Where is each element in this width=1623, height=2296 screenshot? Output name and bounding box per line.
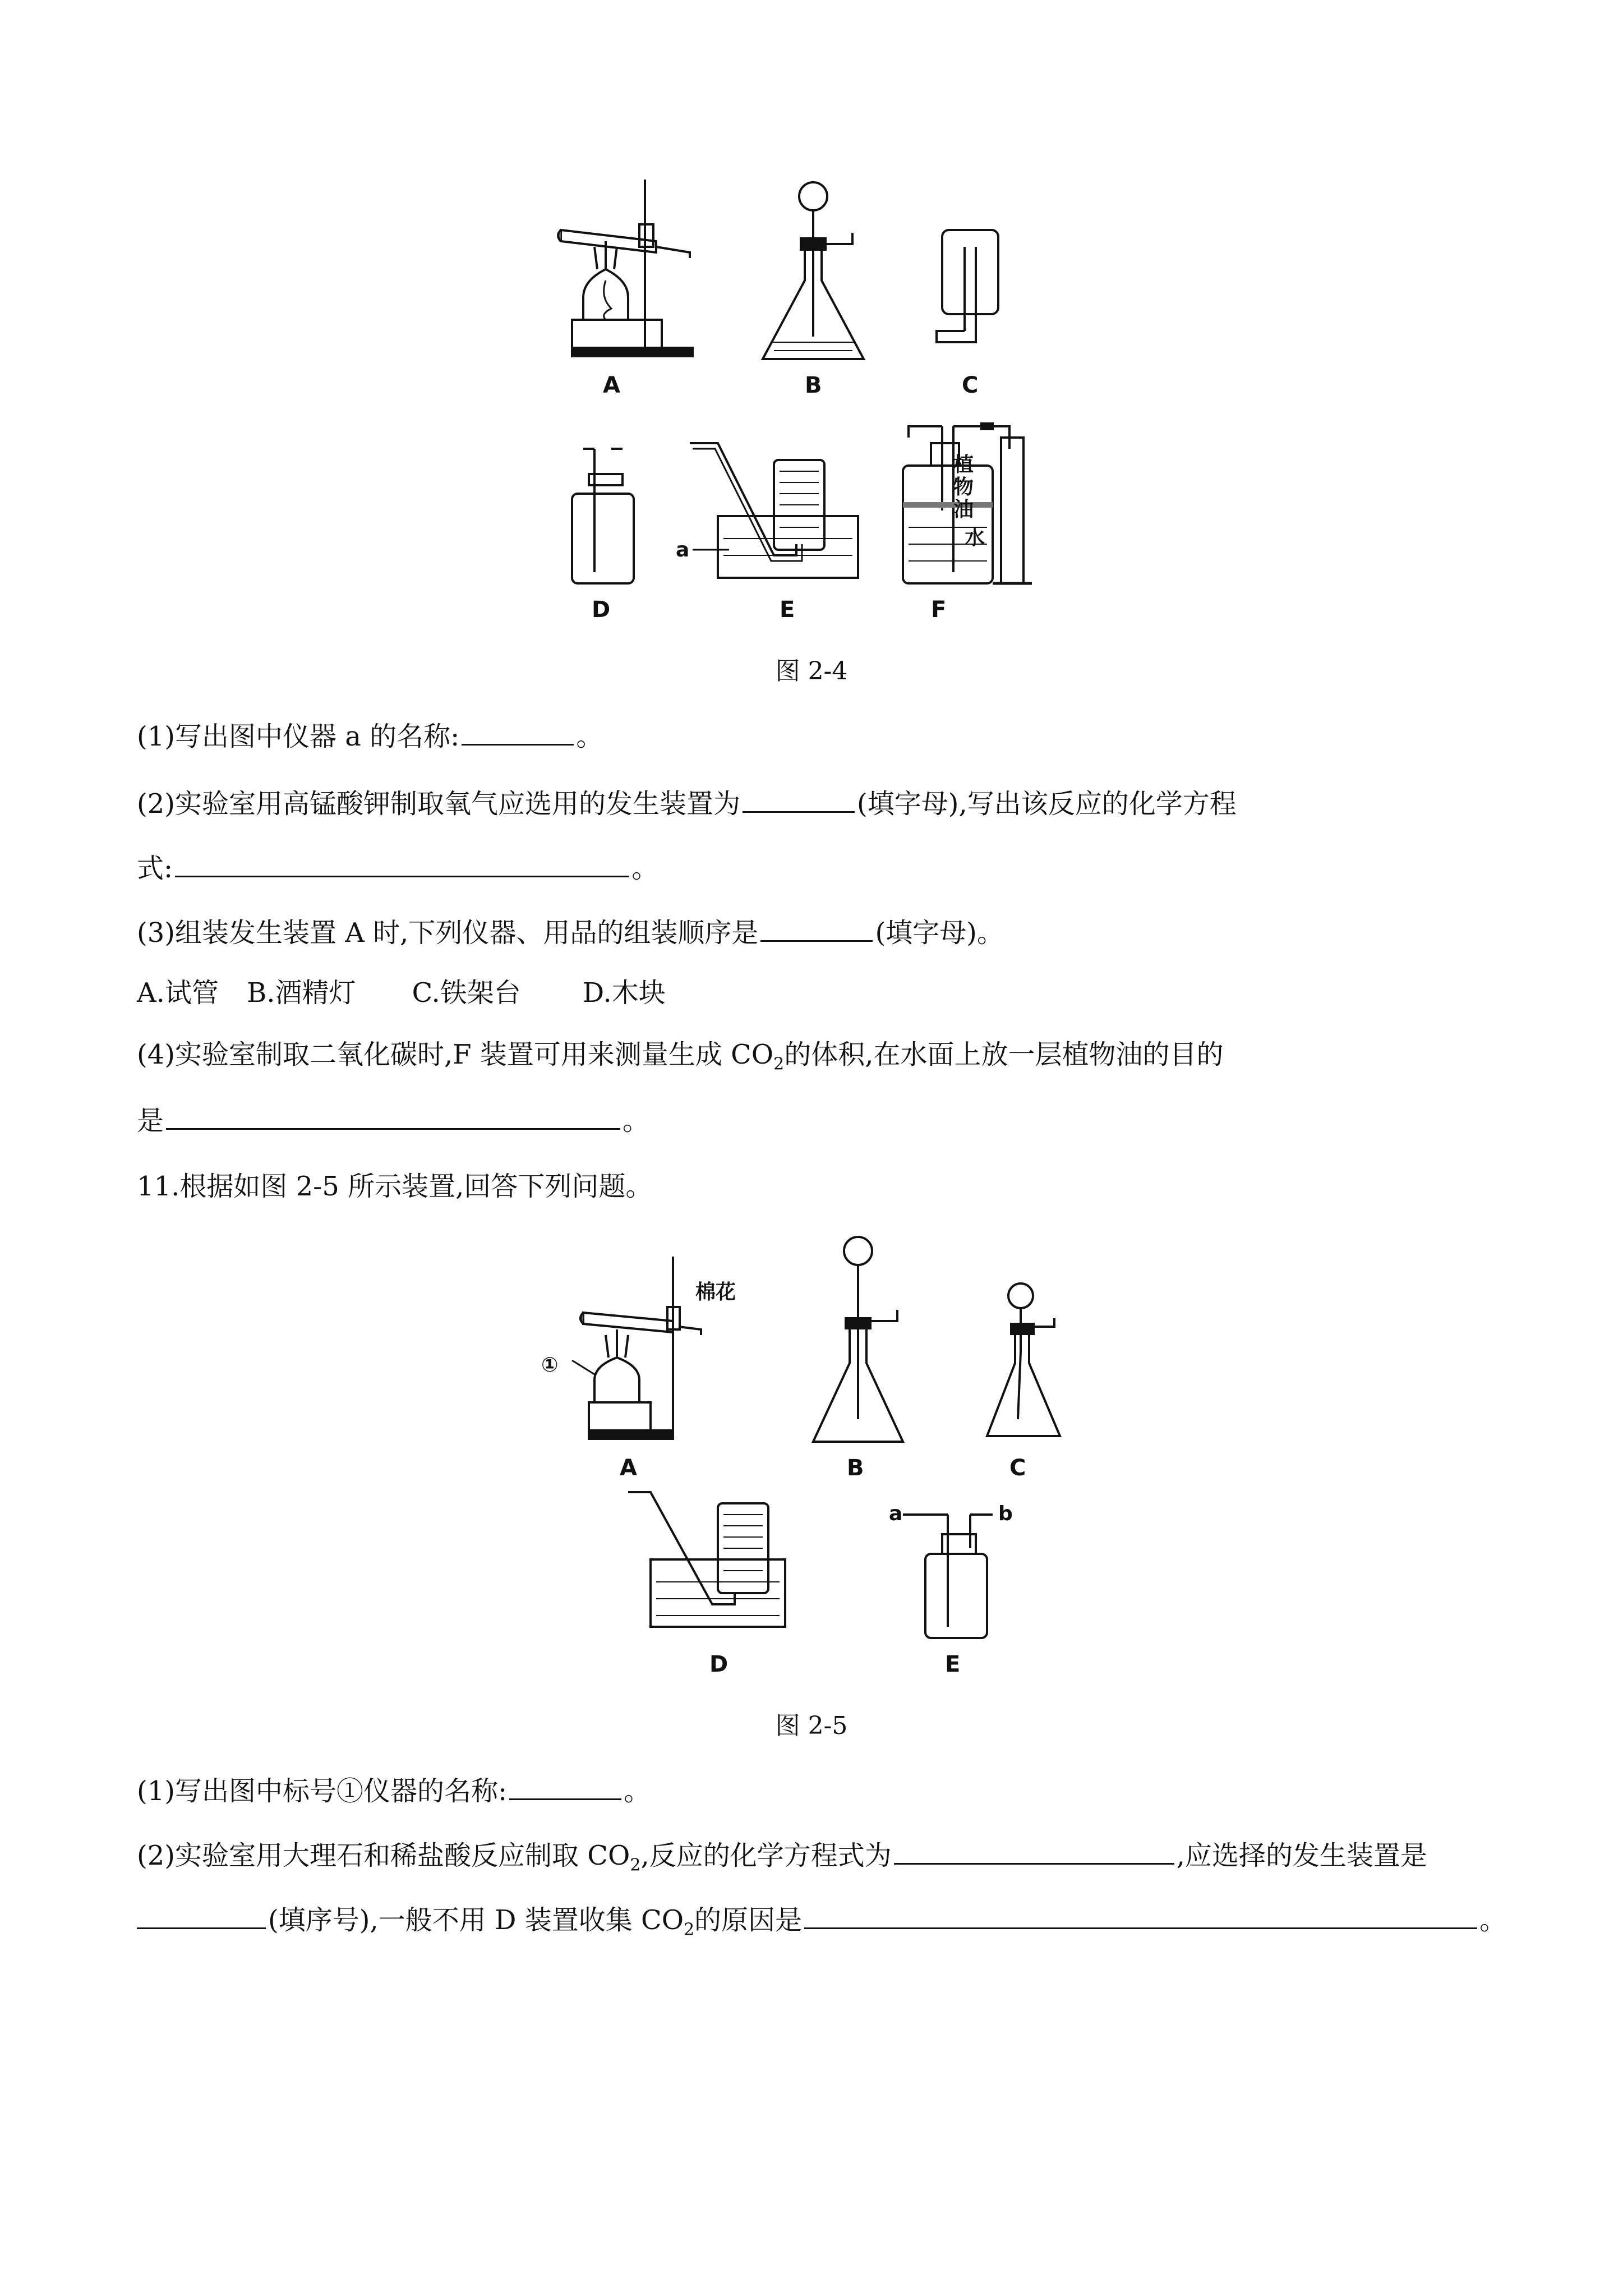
q11-title: 11.根据如图 2-5 所示装置,回答下列问题。 (137, 1171, 653, 1202)
option-d: D.木块 (582, 977, 666, 1009)
apparatus-2-4-B (763, 182, 864, 359)
apparatus-2-5-E (903, 1515, 993, 1638)
q10-part2-line2: 式: 。 (137, 850, 658, 885)
apparatus-2-4-A (558, 180, 693, 356)
option-c: C.铁架台 (412, 977, 521, 1009)
label-2-4-E: E (780, 597, 795, 623)
answer-blank[interactable] (462, 718, 574, 746)
figure-2-4 (550, 168, 1088, 628)
apparatus-2-5-C (987, 1283, 1060, 1436)
figure-2-5 (538, 1234, 1077, 1683)
q11-part1: (1)写出图中标号①仪器的名称: 。 (137, 1773, 651, 1808)
label-2-5-E: E (945, 1651, 961, 1677)
q10-part3: (3)组装发生装置 A 时,下列仪器、用品的组装顺序是 (填字母)。 (137, 914, 1004, 950)
apparatus-2-5-A (572, 1257, 701, 1439)
answer-blank[interactable] (804, 1902, 1477, 1929)
q11-part2-line2: (填序号),一般不用 D 装置收集 $CO_2$的原因是 。 (137, 1902, 1506, 1947)
label-2-4-B: B (805, 372, 822, 398)
label-2-5-B: B (847, 1455, 864, 1481)
apparatus-2-4-D (572, 449, 634, 583)
answer-blank[interactable] (760, 914, 873, 942)
figure-caption-2-5: 图 2-5 (775, 1711, 848, 1740)
apparatus-2-5-B (813, 1237, 903, 1442)
answer-blank[interactable] (137, 1902, 266, 1929)
q10-part2-line1: (2)实验室用高锰酸钾制取氧气应选用的发生装置为 (填字母),写出该反应的化学方程 (137, 785, 1237, 821)
label-2-5-D: D (709, 1651, 728, 1677)
apparatus-2-4-C (937, 230, 998, 342)
answer-blank[interactable] (743, 785, 855, 813)
label-2-4-F: F (931, 597, 947, 623)
q10-part1: (1)写出图中仪器 a 的名称: 。 (137, 718, 603, 753)
label-2-5-C: C (1009, 1455, 1026, 1481)
label-2-4-a: a (676, 539, 690, 562)
label-cotton: 棉花 (695, 1281, 736, 1304)
label-2-4-A: A (603, 372, 620, 398)
q11-part2-line1: (2)实验室用大理石和稀盐酸反应制取 $CO_2$,反应的化学方程式为 ,应选择的发生装置是 (137, 1837, 1427, 1883)
q10-options (137, 976, 666, 1010)
label-2-4-D: D (592, 597, 611, 623)
label-port-a: a (889, 1502, 903, 1525)
label-water: 水 (965, 526, 985, 549)
label-oil-2: 物 (953, 476, 974, 499)
figure-caption-2-4: 图 2-4 (775, 657, 848, 685)
answer-blank[interactable] (509, 1773, 621, 1800)
apparatus-2-4-E (690, 443, 858, 578)
label-2-4-C: C (962, 372, 979, 398)
answer-blank[interactable] (166, 1102, 620, 1130)
label-marker-1: ① (541, 1354, 559, 1377)
label-port-b: b (998, 1502, 1013, 1525)
answer-blank[interactable] (894, 1837, 1174, 1865)
option-a: A.试管 (137, 977, 219, 1009)
q10-part4-line2: 是 。 (137, 1102, 649, 1138)
label-oil-1: 植 (953, 453, 974, 476)
option-b: B.酒精灯 (246, 977, 356, 1009)
answer-blank[interactable] (175, 850, 629, 877)
label-oil-3: 油 (953, 498, 974, 521)
label-2-5-A: A (620, 1455, 637, 1481)
q10-part4-line1: (4)实验室制取二氧化碳时,F 装置可用来测量生成 $CO_2$的体积,在水面上放一层植物油的目的 (137, 1039, 1224, 1074)
apparatus-2-5-D (628, 1492, 785, 1627)
